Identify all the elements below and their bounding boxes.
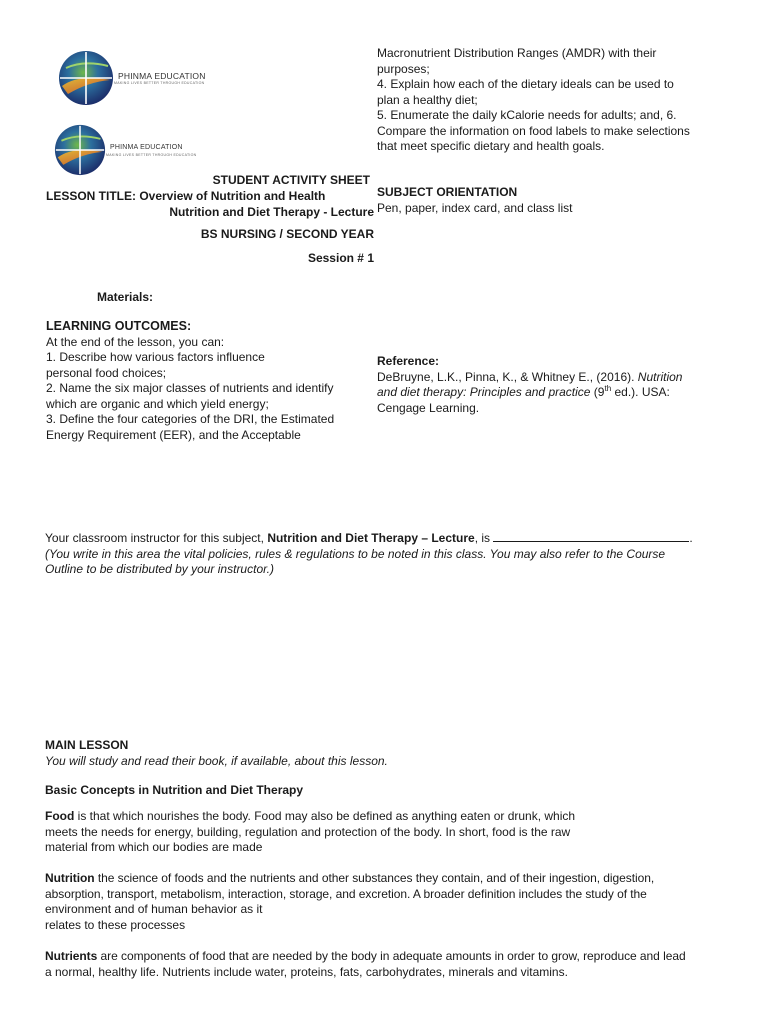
food-definition — [45, 809, 725, 856]
nutrition-text: the science of foods and the nutrients and other substances they contain, and of their ingestion, digestion, — [94, 871, 655, 885]
main-lesson-instruction: You will study and read their book, if available, about this lesson. — [45, 754, 388, 768]
main-lesson-heading: MAIN LESSON — [45, 738, 129, 752]
course-title: Nutrition and Diet Therapy - Lecture — [169, 205, 374, 219]
reference-title: Nutrition — [637, 369, 683, 384]
orientation-heading: SUBJECT ORIENTATION — [377, 185, 518, 199]
reference-edition: ed.). USA: — [611, 385, 670, 399]
instructor-end: . — [689, 531, 693, 545]
learning-outcomes — [46, 319, 366, 443]
food-text: is that which nourishes the body. Food may also be defined as anything eaten or drunk, which — [74, 809, 576, 823]
lesson-title: LESSON TITLE: Overview of Nutrition and Health — [46, 189, 326, 203]
orientation-text: Pen, paper, index card, and class list — [377, 201, 573, 215]
instructor-line — [45, 529, 735, 547]
instructor-note: Outline to be distributed by your instructor.) — [45, 562, 274, 576]
nutrition-definition — [45, 871, 724, 933]
instructor-prefix: Your classroom instructor for this subject, — [45, 531, 268, 545]
globe-logo-icon — [54, 122, 106, 178]
materials-label: Materials: — [97, 290, 154, 304]
reference-line — [377, 385, 727, 401]
nutrition-term: Nutrition — [45, 871, 95, 885]
logo-brand: PHINMA EDUCATION — [110, 143, 183, 151]
section-title: Basic Concepts in Nutrition and Diet Therapy — [45, 783, 304, 797]
phinma-logo — [58, 50, 206, 106]
logo-brand: PHINMA EDUCATION — [118, 70, 206, 81]
phinma-logo-secondary — [54, 122, 197, 178]
reference-edition-sup: th — [604, 384, 612, 393]
instructor-name-blank[interactable] — [493, 529, 689, 542]
nutrients-text: are components of food that are needed by the body in adequate amounts in order to grow, reproduce and lead — [97, 949, 686, 963]
outcome-line: plan a healthy diet; — [377, 92, 478, 107]
outcome-line: Macronutrient Distribution Ranges (AMDR) with their — [377, 46, 657, 60]
instructor-note: (You write in this area the vital policies, rules & regulations to be noted in this class. You may also refer to the Course — [45, 546, 666, 561]
outcome-line: Compare the information on food labels to make selections — [377, 123, 690, 138]
definition-line — [45, 949, 724, 965]
outcome-line: 2. Name the six major classes of nutrients and identify — [46, 381, 334, 395]
reference-block — [377, 354, 727, 416]
instructor-subject: Nutrition and Diet Therapy – Lecture — [267, 531, 475, 545]
nutrients-definition — [45, 949, 724, 980]
outcome-line: 3. Define the four categories of the DRI, the Estimated — [46, 412, 335, 426]
globe-logo-icon — [58, 50, 114, 106]
reference-title: and diet therapy: Principles and practice — [377, 385, 591, 399]
definition-line: material from which our bodies are made — [45, 840, 263, 854]
definition-line: meets the needs for energy, building, regulation and protection of the body. In short, food is the raw — [45, 824, 571, 839]
outcome-line: 1. Describe how various factors influence — [46, 350, 265, 364]
reference-authors: DeBruyne, L.K., Pinna, K., & Whitney E., (2016). — [377, 369, 638, 384]
definition-line: absorption, transport, metabolism, interaction, storage, and excretion. A broader definition includes the study of the — [45, 886, 647, 901]
logo-tagline: MAKING LIVES BETTER THROUGH EDUCATION — [114, 80, 205, 85]
outcome-line: Energy Requirement (EER), and the Acceptable — [46, 427, 301, 442]
definition-line: environment and of human behavior as it — [45, 902, 263, 916]
outcomes-heading: LEARNING OUTCOMES: — [46, 319, 192, 333]
outcomes-continued — [377, 46, 737, 155]
outcome-line: 4. Explain how each of the dietary ideals can be used to — [377, 77, 674, 91]
definition-line — [45, 871, 724, 887]
nutrients-term: Nutrients — [45, 949, 98, 963]
sheet-title: STUDENT ACTIVITY SHEET — [212, 173, 370, 187]
instructor-section — [45, 529, 735, 578]
outcome-line: 5. Enumerate the daily kCalorie needs for adults; and, 6. — [377, 108, 677, 122]
reference-heading: Reference: — [377, 354, 440, 368]
program-year: BS NURSING / SECOND YEAR — [200, 227, 374, 241]
outcome-line: purposes; — [377, 61, 430, 76]
instructor-suffix: , is — [474, 531, 491, 545]
definition-line — [45, 809, 725, 825]
reference-publisher: Cengage Learning. — [377, 400, 480, 415]
definition-line: relates to these processes — [45, 917, 186, 932]
food-term: Food — [45, 809, 75, 823]
definition-line: a normal, healthy life. Nutrients include water, proteins, fats, carbohydrates, minerals and vitamins. — [45, 964, 568, 979]
outcome-line: that meet specific dietary and health goals. — [377, 139, 605, 153]
reference-edition: (9 — [590, 385, 605, 399]
outcome-line: personal food choices; — [46, 365, 167, 380]
reference-line — [377, 370, 727, 386]
session-number: Session # 1 — [307, 251, 374, 265]
outcome-line: At the end of the lesson, you can: — [46, 334, 225, 349]
logo-tagline: MAKING LIVES BETTER THROUGH EDUCATION — [106, 152, 197, 157]
outcome-line: which are organic and which yield energy; — [46, 396, 269, 411]
